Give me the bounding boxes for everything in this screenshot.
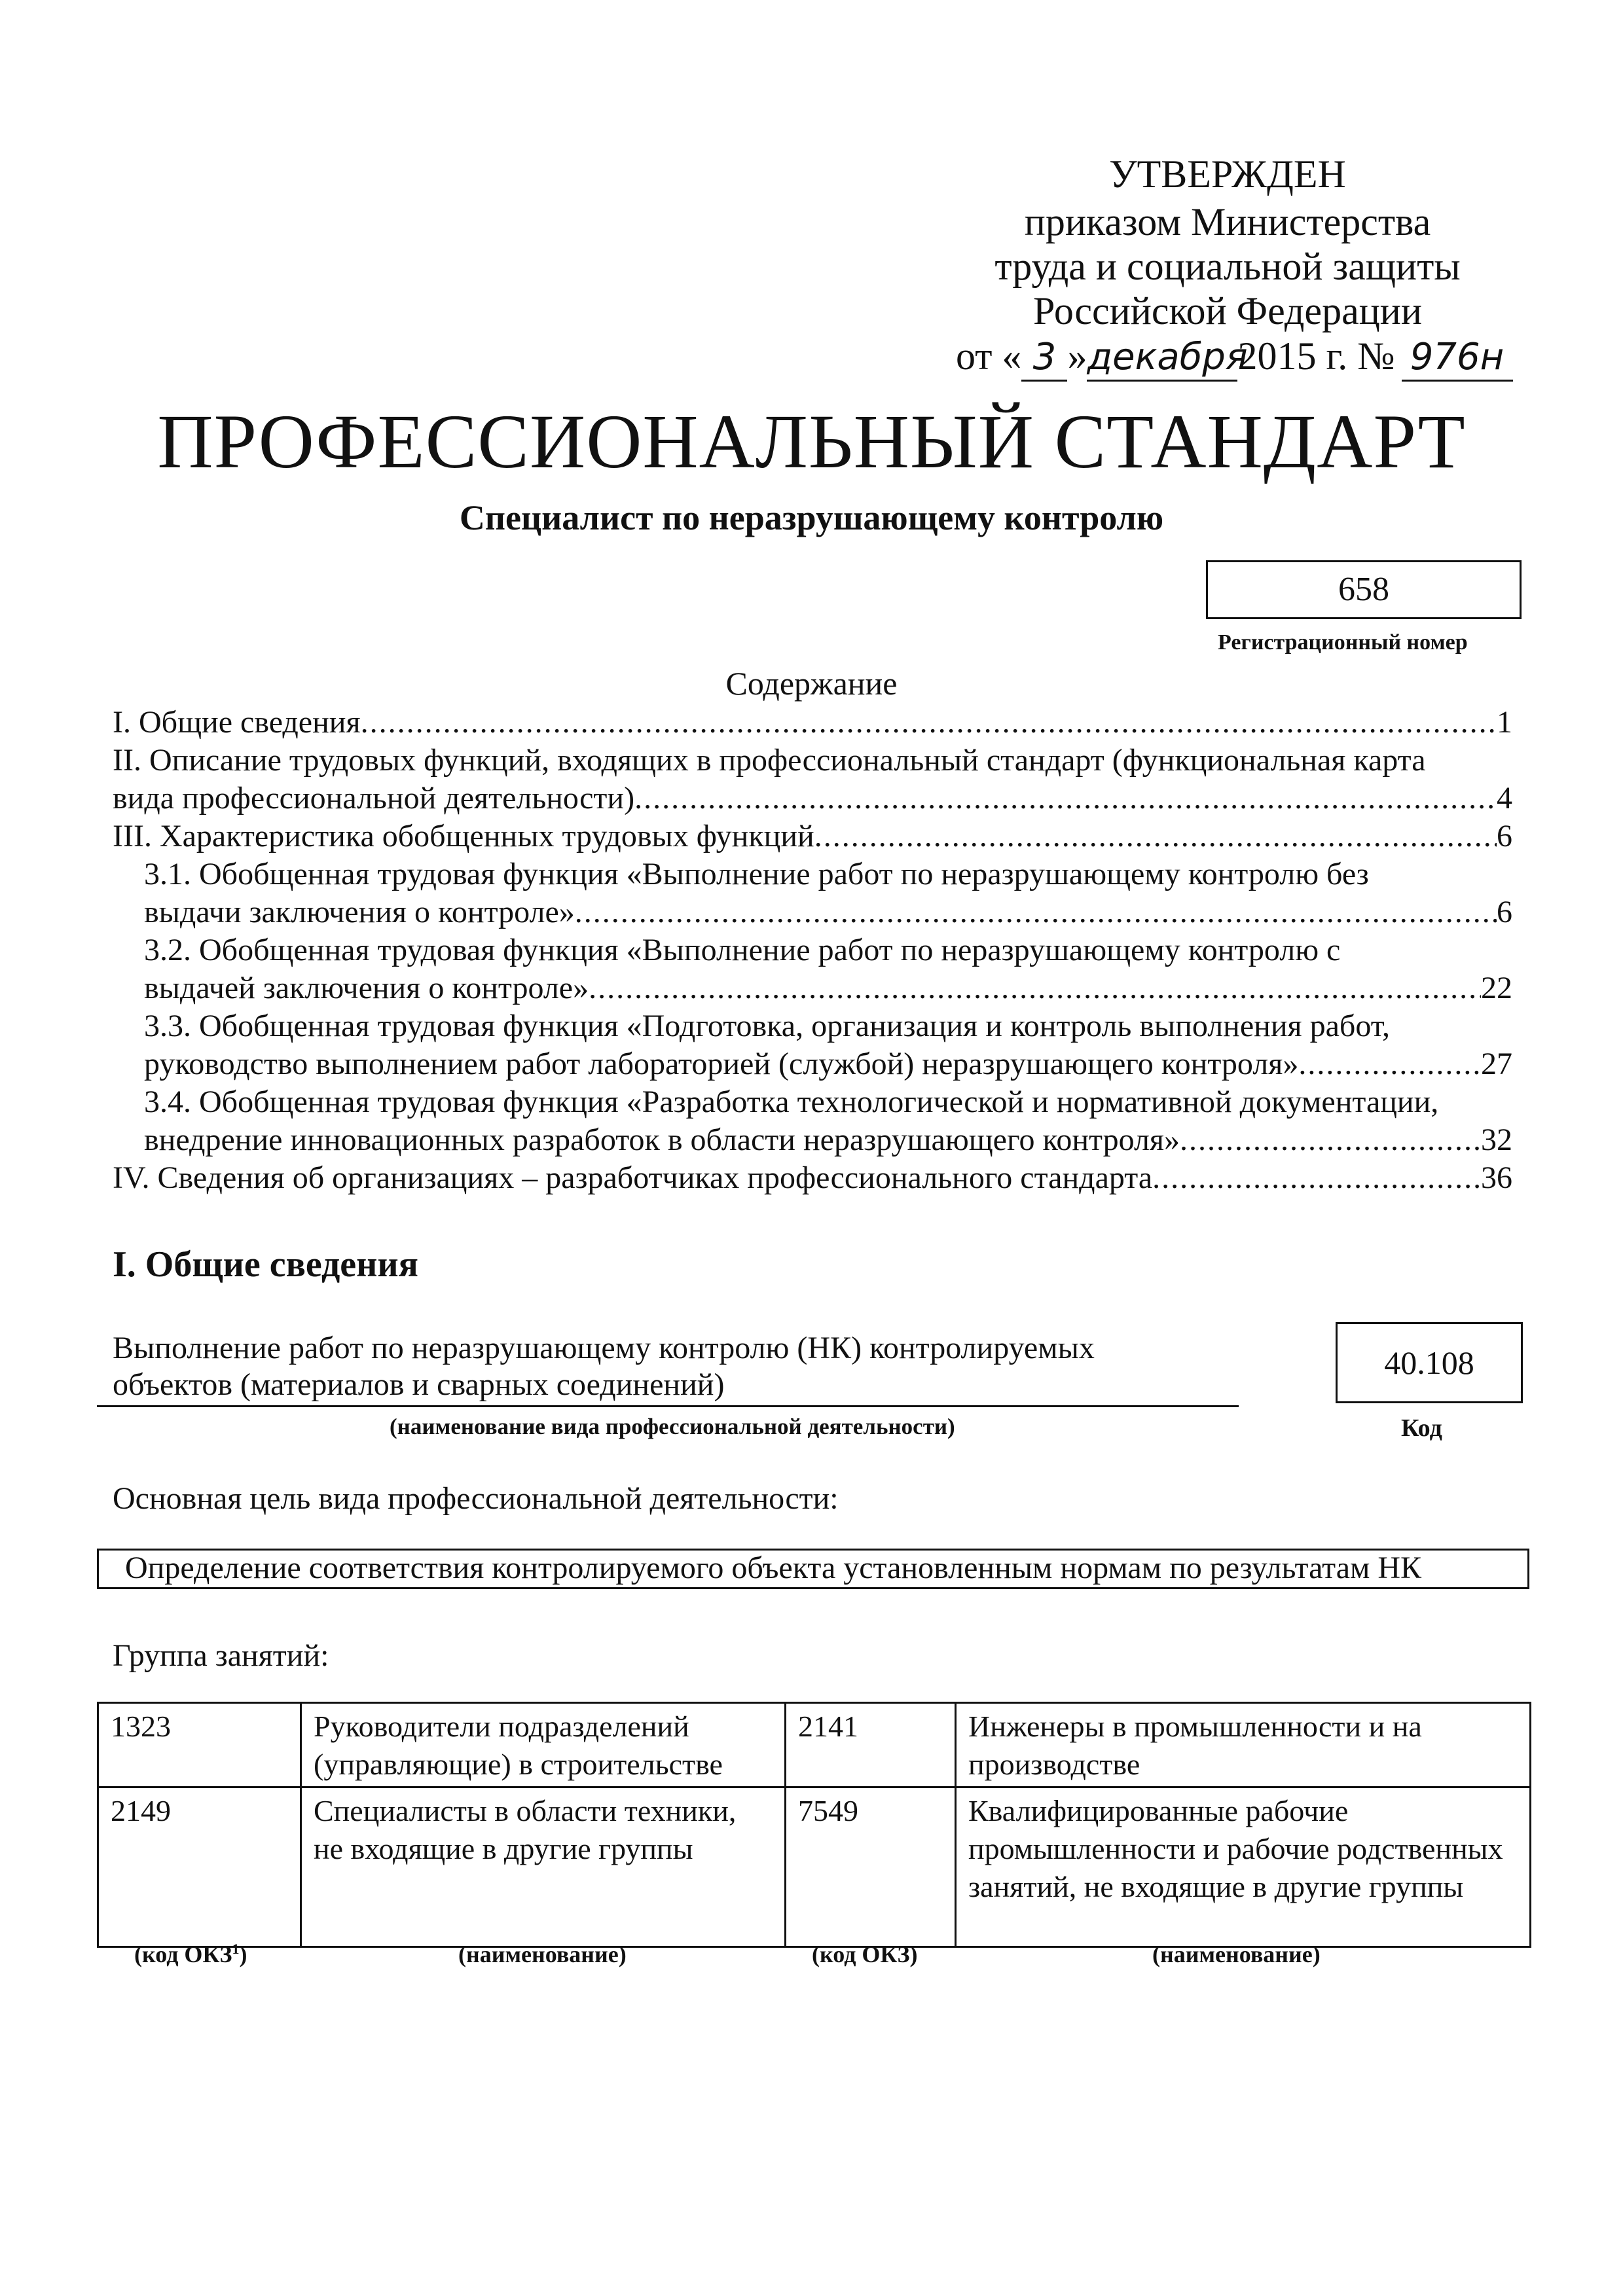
toc-entry[interactable] [113,742,1512,780]
okz-code-cell: 2149 [98,1787,301,1947]
okz-code-caption-2: (код ОКЗ) [812,1941,918,1967]
date-day-handwritten: 3 [1021,335,1067,382]
toc-leader [1152,1159,1481,1197]
goal-box: Определение соответствия контролируемого объекта установленным нормам по результатам НК [97,1549,1529,1589]
toc-entry-text: I. Общие сведения [113,705,361,740]
okz-code-caption-1 [134,1941,247,1968]
toc-entry-text: IV. Сведения об организациях – разработчиках профессионального стандарта [113,1160,1153,1195]
document-subtitle: Специалист по неразрушающему контролю [459,498,1164,537]
okz-code-cell: 1323 [98,1703,301,1787]
toc-entry-cont[interactable] [113,969,1512,1007]
toc-leader [1298,1045,1481,1083]
occupation-group-label: Группа занятий: [113,1638,329,1673]
toc-page: 4 [1497,781,1512,816]
okz-code-caption-close: ) [239,1941,247,1967]
activity-kind-name [113,1330,1239,1403]
toc-heading: Содержание [725,665,898,702]
toc-leader [361,704,1497,742]
approval-line-3: Российской Федерации [1032,289,1423,332]
toc-page: 1 [1497,705,1512,740]
toc-page: 6 [1497,819,1512,853]
toc-entry-text: руководство выполнением работ лабораторией (службой) неразрушающего контроля» [144,1047,1299,1081]
approval-line-2: труда и социальной защиты [994,245,1461,288]
activity-kind-line-1: Выполнение работ по неразрушающему контролю (НК) контролируемых [113,1331,1095,1365]
activity-kind-caption: (наименование вида профессиональной деятельности) [390,1414,955,1439]
goal-label: Основная цель вида профессиональной деятельности: [113,1481,839,1516]
okz-code-cell: 2141 [786,1703,956,1787]
toc-entry-cont[interactable] [113,1045,1512,1083]
toc-entry-text: 3.3. Обобщенная трудовая функция «Подготовка, организация и контроль выполнения работ, [144,1009,1391,1043]
table-of-contents [113,704,1512,1197]
toc-leader [1180,1121,1481,1159]
toc-leader [589,969,1481,1007]
activity-code-box: 40.108 [1336,1322,1523,1403]
toc-page: 22 [1481,971,1512,1005]
activity-code-caption: Код [1401,1414,1442,1442]
toc-entry-text: 3.4. Обобщенная трудовая функция «Разработка технологической и нормативной документации, [144,1085,1439,1119]
toc-entry[interactable] [113,1083,1512,1121]
activity-kind-line-2: объектов (материалов и сварных соединений) [113,1367,725,1402]
occupation-table [97,1702,1531,1948]
date-month-sep: » [1067,334,1087,378]
order-number-handwritten: 976н [1402,335,1513,382]
toc-entry[interactable] [113,704,1512,742]
toc-entry-text: III. Характеристика обобщенных трудовых функций [113,819,814,853]
approval-line-1: приказом Министерства [1024,200,1431,243]
toc-entry[interactable] [113,855,1512,893]
occupation-name-cell: Руководители подразделений (управляющие) в строительстве [301,1703,786,1787]
toc-leader [575,893,1497,931]
occupation-name-cell: Специалисты в области техники, не входящие в другие группы [301,1787,786,1947]
occupation-name-cell: Квалифицированные рабочие промышленности и рабочие родственных занятий, не входящие в другие группы [956,1787,1531,1947]
okz-code-cell: 7549 [786,1787,956,1947]
toc-entry-text: выдачи заключения о контроле» [144,895,575,929]
occupation-name-cell: Инженеры в промышленности и на производстве [956,1703,1531,1787]
toc-entry[interactable] [113,931,1512,969]
date-year: 2015 г. № [1237,334,1395,378]
toc-page: 6 [1497,895,1512,929]
toc-entry-cont[interactable] [113,780,1512,817]
toc-entry-text: 3.1. Обобщенная трудовая функция «Выполнение работ по неразрушающему контролю без [144,857,1369,891]
activity-kind-underline [97,1405,1239,1407]
toc-entry[interactable] [113,1007,1512,1045]
occupation-name-caption-1: (наименование) [458,1941,627,1967]
toc-entry[interactable] [113,817,1512,855]
toc-leader [814,817,1497,855]
occupation-name-caption-2: (наименование) [1152,1941,1321,1967]
date-month-handwritten: декабря [1087,335,1237,382]
section-title: I. Общие сведения [113,1244,418,1285]
toc-entry-text: II. Описание трудовых функций, входящих в профессиональный стандарт (функциональная карта [113,743,1426,778]
document-title: ПРОФЕССИОНАЛЬНЫЙ СТАНДАРТ [157,399,1466,484]
toc-page: 27 [1481,1047,1512,1081]
approval-date-line [956,334,1513,382]
table-row [98,1703,1531,1787]
registration-number-label: Регистрационный номер [1218,630,1468,655]
toc-entry[interactable] [113,1159,1512,1197]
toc-entry-cont[interactable] [113,1121,1512,1159]
toc-entry-cont[interactable] [113,893,1512,931]
toc-entry-text: 3.2. Обобщенная трудовая функция «Выполнение работ по неразрушающему контролю с [144,933,1341,967]
toc-entry-text: внедрение инновационных разработок в области неразрушающего контроля» [144,1122,1180,1157]
date-prefix: от « [956,334,1022,378]
okz-code-caption-text: (код ОКЗ [134,1941,232,1967]
toc-page: 32 [1481,1122,1512,1157]
toc-page: 36 [1481,1160,1512,1195]
toc-leader [634,780,1497,817]
approval-stamp: УТВЕРЖДЕН [1109,152,1346,196]
table-row [98,1787,1531,1947]
toc-entry-text: выдачей заключения о контроле» [144,971,589,1005]
footnote-mark[interactable]: 1 [232,1941,240,1957]
registration-number-box: 658 [1206,560,1522,619]
toc-entry-text: вида профессиональной деятельности) [113,781,635,816]
